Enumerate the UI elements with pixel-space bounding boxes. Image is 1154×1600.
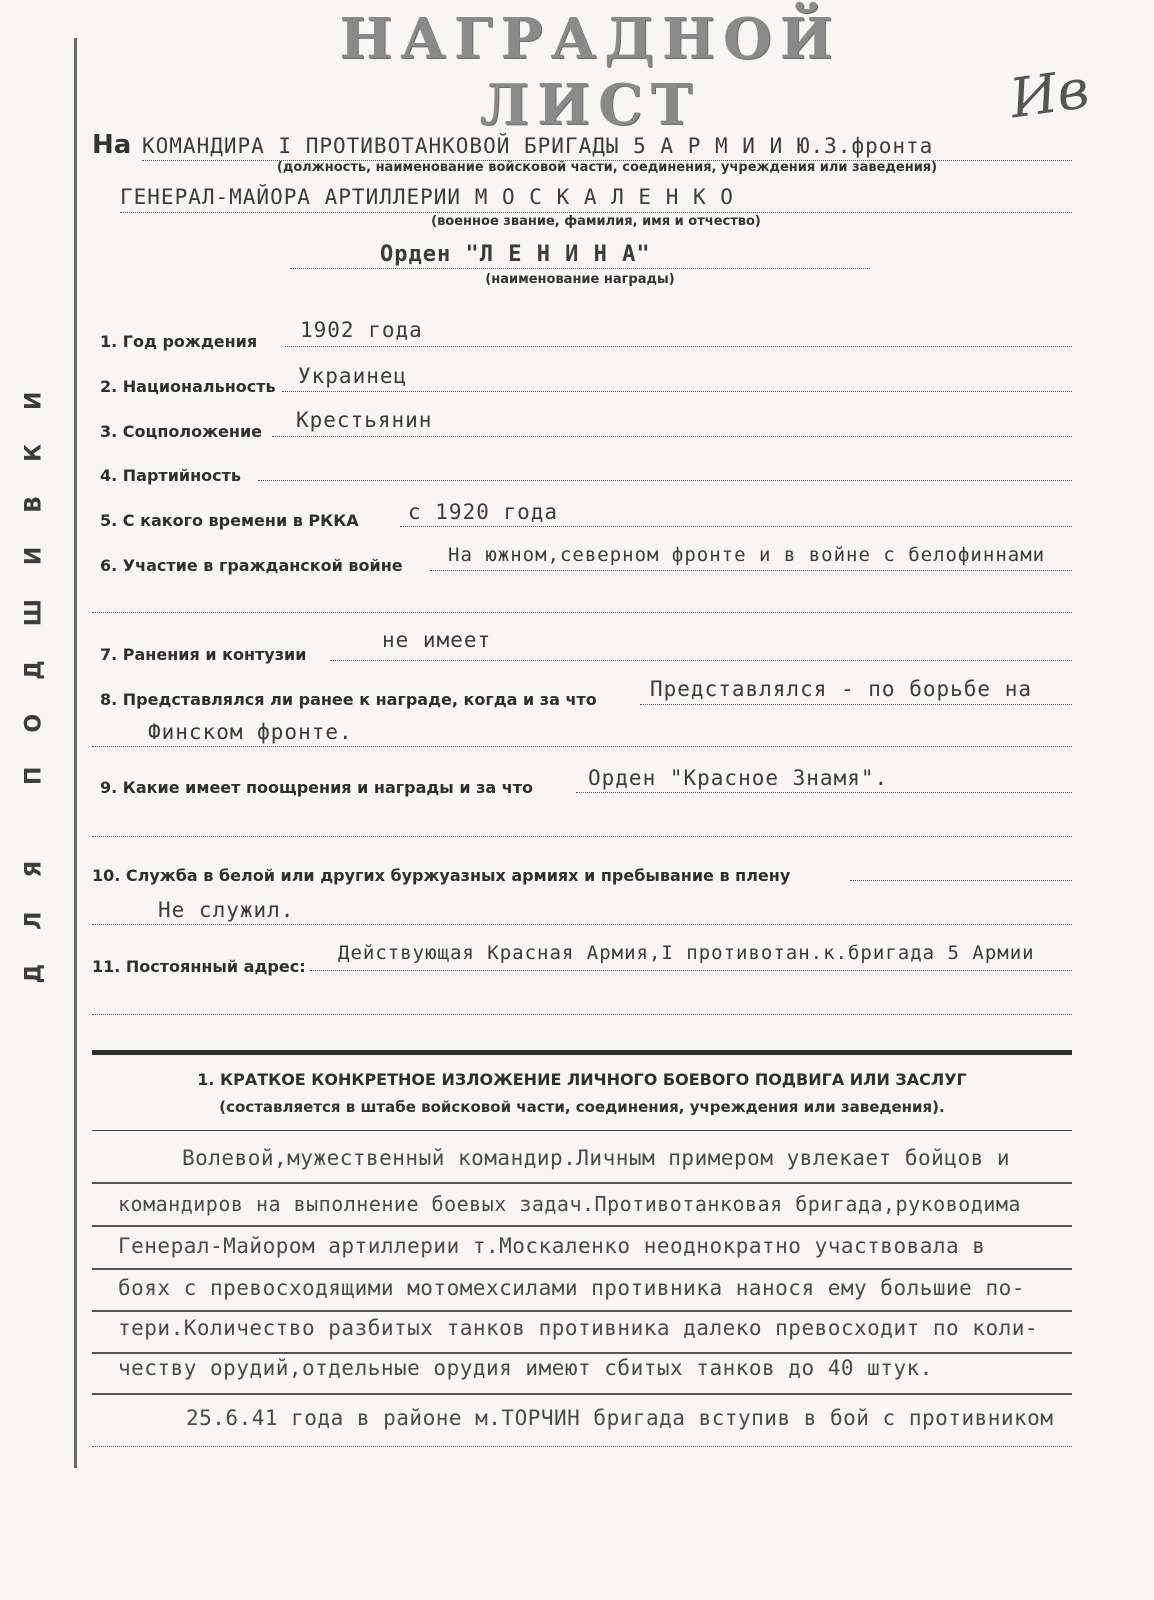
narrative-rule-1: [92, 1182, 1072, 1184]
narrative-line-4: боях с превосходящими мотомехсилами противника нанося ему большие по-: [118, 1276, 1025, 1300]
narrative-rule-7: [92, 1446, 1072, 1447]
narrative-line-2: командиров на выполнение боевых задач.Противотанковая бригада,руководима: [118, 1192, 1021, 1216]
field-cont-prior-award: Финском фронте.: [148, 720, 353, 744]
section-title: 1. КРАТКОЕ КОНКРЕТНОЕ ИЗЛОЖЕНИЕ ЛИЧНОГО БОЕВОГО ПОДВИГА ИЛИ ЗАСЛУГ: [197, 1070, 967, 1089]
field-value-prior-award: Представлялся - по борьбе на: [650, 677, 1033, 701]
narrative-rule-3: [92, 1268, 1072, 1270]
field-label-white-army: 10. Служба в белой или других буржуазных армиях и пребывание в плену: [92, 866, 791, 885]
field-rule-civil-war-extra: [92, 612, 1072, 613]
field-cont-white-army: Не служил.: [158, 898, 295, 922]
narrative-line-7: 25.6.41 года в районе м.ТОРЧИН бригада вступив в бой с противником: [186, 1406, 1054, 1430]
field-value-nationality: Украинец: [298, 364, 408, 388]
section-sub-rule: [92, 1130, 1072, 1131]
field-rule-decorations: [576, 792, 1072, 793]
field-label-prior-award: 8. Представлялся ли ранее к награде, когда и за что: [100, 690, 597, 709]
narrative-rule-4: [92, 1310, 1072, 1312]
field-rule-social-status: [272, 436, 1072, 437]
side-label-text: ДЛЯ ПОДШИВКИ: [21, 357, 47, 983]
field-label-party: 4. Партийность: [100, 466, 242, 485]
field-value-civil-war: На южном,северном фронте и в войне с белофиннами: [448, 544, 1046, 566]
award-caption: (наименование награды): [485, 272, 675, 287]
field-value-rkka-since: с 1920 года: [408, 500, 559, 524]
field-value-address: Действующая Красная Армия,I противотан.к.бригада 5 Армии: [338, 942, 1035, 964]
binding-margin-line: [74, 38, 77, 1468]
field-rule-address: [310, 970, 1072, 971]
position-value: КОМАНДИРА I ПРОТИВОТАНКОВОЙ БРИГАДЫ 5 А Р М И И Ю.З.фронта: [142, 134, 934, 158]
section-top-rule: [92, 1050, 1072, 1055]
handwritten-margin-mark: Ив: [1006, 57, 1093, 131]
header-prefix: На: [92, 130, 132, 160]
field-label-civil-war: 6. Участие в гражданской войне: [100, 556, 403, 575]
field-label-social-status: 3. Соцположение: [100, 422, 263, 441]
narrative-line-5: тери.Количество разбитых танков противника далеко превосходит по коли-: [118, 1316, 1039, 1340]
narrative-line-1: Волевой,мужественный командир.Личным примером увлекает бойцов и: [182, 1146, 1011, 1170]
field-rule-party: [258, 480, 1072, 481]
narrative-line-6: честву орудий,отдельные орудия имеют сбитых танков до 40 штук.: [118, 1356, 933, 1380]
position-caption: (должность, наименование войсковой части, соединения, учреждения или заведения): [276, 160, 938, 175]
field-rule-wounds: [330, 660, 1072, 661]
field-rule-white-army-extra: [92, 924, 1072, 925]
binding-margin-label: [12, 310, 56, 1030]
field-value-social-status: Крестьянин: [296, 408, 433, 432]
field-value-birth-year: 1902 года: [300, 318, 423, 342]
narrative-line-3: Генерал-Майором артиллерии т.Москаленко неоднократно участвовала в: [118, 1234, 986, 1258]
name-rule: [120, 212, 1072, 213]
field-rule-prior-award-extra: [92, 746, 1072, 747]
field-rule-address-extra: [92, 1014, 1072, 1015]
field-value-decorations: Орден "Красное Знамя".: [588, 766, 889, 790]
name-value: ГЕНЕРАЛ-МАЙОРА АРТИЛЛЕРИИ М О С К А Л Е Н К О: [120, 185, 734, 209]
field-rule-decorations-extra: [92, 836, 1072, 837]
field-value-wounds: не имеет: [382, 628, 492, 652]
award-value: Орден "Л Е Н И Н А": [380, 242, 651, 267]
field-label-nationality: 2. Национальность: [100, 377, 276, 396]
field-rule-white-army: [850, 880, 1072, 881]
field-label-rkka-since: 5. С какого времени в РККА: [100, 511, 359, 530]
field-label-birth-year: 1. Год рождения: [100, 332, 258, 351]
name-caption: (военное звание, фамилия, имя и отчество): [431, 214, 761, 229]
field-label-wounds: 7. Ранения и контузии: [100, 645, 307, 664]
field-rule-prior-award: [640, 704, 1072, 705]
section-subtitle: (составляется в штабе войсковой части, соединения, учреждения или заведения).: [219, 1098, 945, 1116]
field-rule-civil-war: [430, 570, 1072, 571]
award-rule: [290, 268, 870, 269]
field-rule-birth-year: [285, 346, 1072, 347]
field-rule-rkka-since: [400, 526, 1072, 527]
narrative-rule-2: [92, 1225, 1072, 1227]
field-rule-nationality: [282, 391, 1072, 392]
narrative-rule-6: [92, 1393, 1072, 1395]
document-title: НАГРАДНОЙ ЛИСТ: [339, 6, 841, 138]
field-label-address: 11. Постоянный адрес:: [92, 957, 306, 976]
narrative-rule-5: [92, 1352, 1072, 1354]
field-label-decorations: 9. Какие имеет поощрения и награды и за что: [100, 778, 534, 797]
